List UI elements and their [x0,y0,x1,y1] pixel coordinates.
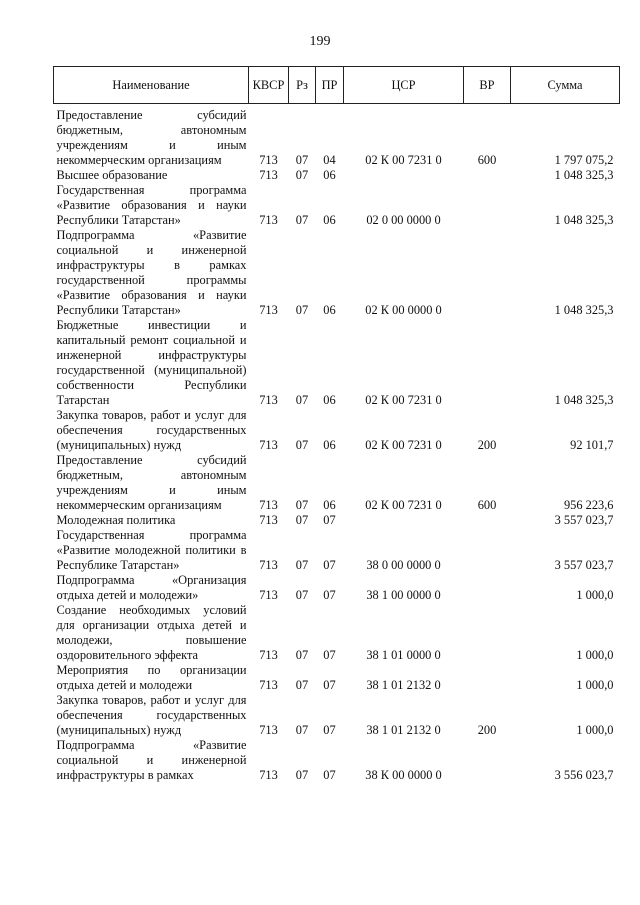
row-kvsr: 713 [259,303,278,317]
header-name: Наименование [54,67,249,104]
row-sum: 1 048 325,3 [554,168,614,182]
row-pr: 07 [323,648,336,662]
table-row [54,528,620,573]
table-row [54,513,620,528]
row-kvsr: 713 [259,558,278,572]
row-sum: 3 557 023,7 [554,558,614,572]
row-kvsr: 713 [259,768,278,782]
row-pr: 04 [323,153,336,167]
row-kvsr: 713 [259,498,278,512]
row-rz: 07 [295,153,309,167]
row-name: Молодежная политика [56,513,176,527]
header-kvsr: КВСР [249,67,289,104]
row-name: Бюджетные инвестиции и капитальный ремонт социальной и инженерной инфраструктуры государственной (муниципальной) собственности Республики Татарстан [56,318,247,407]
row-csr: 38 1 00 0000 0 [366,588,441,602]
header-rz: Рз [289,67,316,104]
row-pr: 07 [323,588,336,602]
row-name: Государственная программа «Развитие молодежной политики в Республике Татарстан» [56,528,247,572]
table-row [54,453,620,513]
table-row [54,603,620,663]
row-vr [464,318,511,408]
row-csr [344,513,464,528]
table-row [54,104,620,169]
row-csr: 02 К 00 7231 0 [365,153,442,167]
row-vr [464,603,511,663]
row-rz: 07 [295,438,309,452]
row-csr: 38 1 01 0000 0 [366,648,441,662]
row-sum: 1 000,0 [576,588,614,602]
table-row [54,738,620,783]
row-rz: 07 [295,303,309,317]
row-rz: 07 [295,213,309,227]
row-name: Создание необходимых условий для организации отдыха детей и молодежи, повышение оздоровительного эффекта [56,603,247,662]
row-csr: 02 К 00 7231 0 [365,438,442,452]
row-name: Предоставление субсидий бюджетным, автономным учреждениям и иным некоммерческим организациям [56,453,247,512]
row-sum: 3 557 023,7 [554,513,614,527]
row-pr: 07 [323,768,336,782]
row-rz: 07 [295,648,309,662]
row-csr: 02 К 00 7231 0 [365,498,442,512]
table-row [54,318,620,408]
row-name: Подпрограмма «Развитие социальной и инженерной инфраструктуры в рамках [56,738,247,782]
row-kvsr: 713 [259,153,278,167]
row-sum: 1 000,0 [576,678,614,692]
table-row [54,228,620,318]
row-vr: 600 [477,153,497,167]
row-vr [464,573,511,603]
row-kvsr: 713 [259,648,278,662]
budget-table [53,66,620,783]
row-csr: 38 1 01 2132 0 [366,678,441,692]
table-row [54,183,620,228]
row-rz: 07 [295,723,309,737]
row-pr: 06 [323,498,336,512]
row-sum: 1 048 325,3 [554,393,614,407]
row-sum: 3 556 023,7 [554,768,614,782]
row-kvsr: 713 [259,438,278,452]
row-vr [464,168,511,183]
row-csr: 38 1 01 2132 0 [366,723,441,737]
row-sum: 956 223,6 [563,498,614,512]
row-sum: 1 048 325,3 [554,303,614,317]
row-pr: 06 [323,393,336,407]
row-rz: 07 [295,678,309,692]
row-kvsr: 713 [259,678,278,692]
row-rz: 07 [295,558,309,572]
row-sum: 1 797 075,2 [554,153,614,167]
row-vr [464,738,511,783]
row-rz: 07 [295,588,309,602]
row-rz: 07 [295,513,309,527]
row-vr: 200 [477,723,497,737]
row-rz: 07 [295,393,309,407]
row-name: Закупка товаров, работ и услуг для обеспечения государственных (муниципальных) нужд [56,693,247,737]
row-kvsr: 713 [259,213,278,227]
row-vr: 600 [477,498,497,512]
row-vr [464,513,511,528]
row-csr: 02 К 00 7231 0 [365,393,442,407]
header-pr: ПР [316,67,344,104]
row-kvsr: 713 [259,723,278,737]
row-pr: 06 [323,438,336,452]
row-pr: 07 [323,723,336,737]
header-csr: ЦСР [344,67,464,104]
row-pr: 06 [323,168,336,182]
row-pr: 07 [323,558,336,572]
row-name: Подпрограмма «Организация отдыха детей и молодежи» [56,573,247,602]
row-sum: 1 000,0 [576,723,614,737]
table-row [54,573,620,603]
row-name: Мероприятия по организации отдыха детей и молодежи [56,663,247,692]
row-csr [344,168,464,183]
row-name: Высшее образование [56,168,168,182]
row-name: Закупка товаров, работ и услуг для обеспечения государственных (муниципальных) нужд [56,408,247,452]
row-csr: 38 К 00 0000 0 [365,768,442,782]
row-kvsr: 713 [259,588,278,602]
row-kvsr: 713 [259,393,278,407]
row-pr: 07 [323,678,336,692]
header-sum: Сумма [511,67,620,104]
row-pr: 06 [323,303,336,317]
row-kvsr: 713 [259,513,278,527]
row-rz: 07 [295,168,309,182]
row-rz: 07 [295,768,309,782]
row-vr [464,183,511,228]
row-sum: 92 101,7 [570,438,614,452]
table-row [54,663,620,693]
row-csr: 02 К 00 0000 0 [365,303,442,317]
row-csr: 02 0 00 0000 0 [366,213,441,227]
table-row [54,693,620,738]
page-number: 199 [309,34,331,49]
row-vr [464,528,511,573]
row-vr [464,228,511,318]
row-pr: 06 [323,213,336,227]
row-csr: 38 0 00 0000 0 [366,558,441,572]
row-sum: 1 000,0 [576,648,614,662]
row-kvsr: 713 [259,168,278,182]
row-name: Государственная программа «Развитие образования и науки Республики Татарстан» [56,183,247,227]
row-vr [464,663,511,693]
row-vr: 200 [477,438,497,452]
row-rz: 07 [295,498,309,512]
row-sum: 1 048 325,3 [554,213,614,227]
table-row [54,408,620,453]
header-vr: ВР [464,67,511,104]
table-header-row [54,67,620,104]
row-pr: 07 [323,513,336,527]
table-row [54,168,620,183]
row-name: Предоставление субсидий бюджетным, автономным учреждениям и иным некоммерческим организациям [56,108,247,167]
row-name: Подпрограмма «Развитие социальной и инженерной инфраструктуры в рамках государственной программы «Развитие образования и науки Республики Татарстан» [56,228,247,317]
